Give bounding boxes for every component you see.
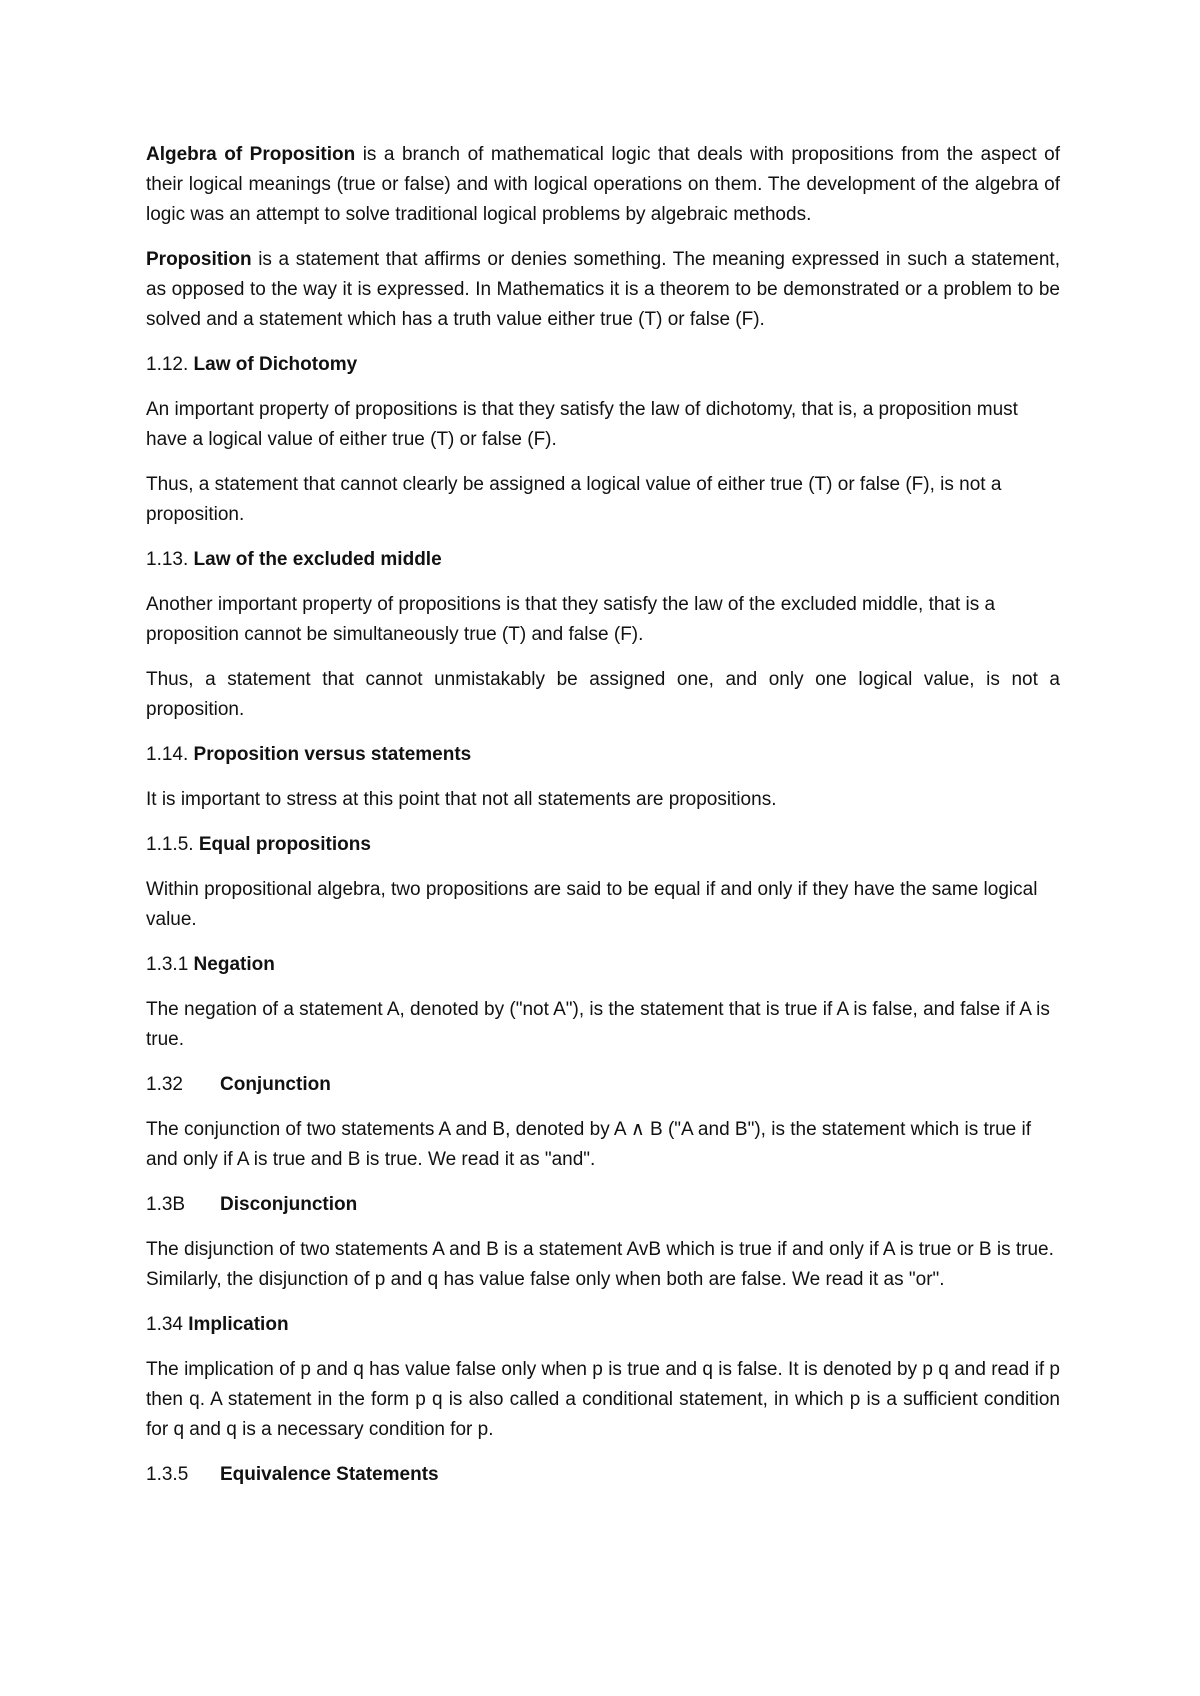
section-paragraph: The disjunction of two statements A and B is a statement AvB which is true if and only if A is true or B is true. Similarly, the disjunction of p and q has value false only when both are false. We read it as "or".: [146, 1239, 1054, 1290]
section-paragraph: The implication of p and q has value false only when p is true and q is false. It is denoted by p q and read if p then q. A statement in the form p q is also called a conditional statement, in which p is a sufficient condition for q and q is a necessary condition for p.: [146, 1359, 1060, 1440]
section-paragraph: Within propositional algebra, two propositions are said to be equal if and only if they have the same logical value.: [146, 879, 1038, 930]
section-heading-excluded-middle: [146, 545, 1060, 575]
section-number: 1.34: [146, 1314, 183, 1335]
section-paragraph: An important property of propositions is that they satisfy the law of dichotomy, that is, a proposition must have a logical value of either true (T) or false (F).: [146, 399, 1018, 450]
section-title: Conjunction: [220, 1074, 331, 1095]
section-number: 1.14.: [146, 744, 189, 765]
section-paragraph: The negation of a statement A, denoted by ("not A"), is the statement that is true if A is false, and false if A is true.: [146, 999, 1050, 1050]
section-heading-proposition-vs-statements: [146, 740, 1060, 770]
section-number: 1.12.: [146, 354, 189, 375]
section-paragraph: Another important property of propositions is that they satisfy the law of the excluded middle, that is a proposition cannot be simultaneously true (T) and false (F).: [146, 594, 996, 645]
section-heading-equal-propositions: [146, 830, 1060, 860]
section-number: 1.3B: [146, 1194, 186, 1215]
section-heading-equivalence: [146, 1460, 1060, 1490]
section-number: 1.13.: [146, 549, 189, 570]
section-heading-dichotomy: [146, 350, 1060, 380]
section-paragraph: Thus, a statement that cannot clearly be assigned a logical value of either true (T) or false (F), is not a proposition.: [146, 474, 1002, 525]
section-title: Disconjunction: [220, 1194, 358, 1215]
proposition-text: is a statement that affirms or denies something. The meaning expressed in such a statement, as opposed to the way it is expressed. In Mathematics it is a theorem to be demonstrated or a problem to be solved and a statement which has a truth value either true (T) or false (F).: [146, 249, 1060, 330]
section-heading-disconjunction: [146, 1190, 1060, 1220]
section-number: 1.32: [146, 1074, 183, 1095]
section-title: Negation: [188, 954, 275, 975]
section-heading-implication: [146, 1310, 1060, 1340]
section-title: Equivalence Statements: [220, 1464, 439, 1485]
section-number: 1.3.5: [146, 1464, 189, 1485]
section-number: 1.3.1: [146, 954, 189, 975]
intro-paragraph: [146, 140, 1060, 230]
proposition-definition-paragraph: [146, 245, 1060, 335]
section-number: 1.1.5.: [146, 834, 194, 855]
section-paragraph: It is important to stress at this point that not all statements are propositions.: [146, 789, 777, 810]
proposition-term: Proposition: [146, 249, 252, 270]
section-title: Equal propositions: [193, 834, 371, 855]
section-title: Law of the excluded middle: [188, 549, 442, 570]
section-heading-negation: [146, 950, 1060, 980]
section-paragraph: The conjunction of two statements A and B, denoted by A ∧ B ("A and B"), is the statement which is true if and only if A is true and B is true. We read it as "and".: [146, 1119, 1031, 1170]
intro-term: Algebra of Proposition: [146, 144, 356, 165]
intro-text: is a branch of mathematical logic that deals with propositions from the aspect of their logical meanings (true or false) and with logical operations on them. The development of the algebra of logic was an attempt to solve traditional logical problems by algebraic methods.: [146, 144, 1060, 225]
section-heading-conjunction: [146, 1070, 1060, 1100]
section-title: Law of Dichotomy: [188, 354, 358, 375]
section-title: Proposition versus statements: [188, 744, 472, 765]
section-title: Implication: [182, 1314, 289, 1335]
section-paragraph: Thus, a statement that cannot unmistakably be assigned one, and only one logical value, is not a proposition.: [146, 669, 1060, 720]
